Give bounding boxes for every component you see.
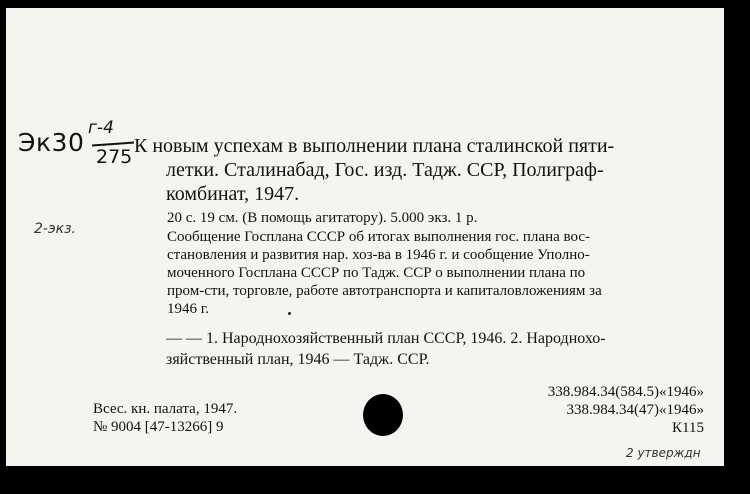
handwritten-copies-note: 2-экз. [34, 221, 76, 237]
classification-2: 338.984.34(47)«1946» [566, 402, 704, 418]
classification-codes [476, 383, 704, 437]
registry-info [93, 400, 237, 436]
classification-1: 338.984.34(584.5)«1946» [547, 384, 704, 400]
speck [288, 312, 291, 315]
scan-edge-bottom [0, 466, 750, 494]
physical-description: 20 с. 19 см. (В помощь агитатору). 5.000 экз. 1 р. [167, 210, 478, 226]
catalog-card [6, 8, 724, 466]
subjects-line-1: — — 1. Народнохозяйственный план СССР, 1946. 2. Народнохо- [166, 330, 606, 347]
title-line-2: летки. Сталинабад, Гос. изд. Тадж. ССР, Полиграф- [166, 159, 604, 181]
note-line: Сообщение Госплана СССР об итогах выполнения гос. плана вос- [167, 229, 591, 245]
classification-3: К115 [672, 420, 704, 436]
scan-edge-right [724, 0, 750, 494]
registry-line-1: Всес. кн. палата, 1947. [93, 401, 238, 417]
note-line: моченного Госплана СССР по Тадж. ССР о выполнении плана по [167, 265, 586, 281]
note-line: становления и развития нар. хоз-ва в 1946 г. и сообщение Уполно- [167, 247, 590, 263]
handwritten-bottom-note: 2 утверждн [626, 446, 701, 460]
content-note [167, 228, 702, 318]
handwritten-code: г-4 [88, 118, 114, 138]
punch-hole [363, 394, 403, 436]
registry-line-2: № 9004 [47-13266] 9 [93, 419, 224, 435]
subject-headings [166, 328, 704, 370]
note-line: 1946 г. [167, 301, 209, 317]
subjects-line-2: зяйственный план, 1946 — Тадж. ССР. [166, 351, 430, 368]
shelf-code: Эк30 [18, 128, 85, 157]
note-line: пром-сти, торговле, работе автотранспорта и капиталовложениям за [167, 283, 602, 299]
title-line-1: К новым успехам в выполнении плана сталинской пяти- [134, 135, 615, 157]
shelf-number: 275 [96, 146, 133, 168]
title-line-3: комбинат, 1947. [166, 183, 300, 205]
